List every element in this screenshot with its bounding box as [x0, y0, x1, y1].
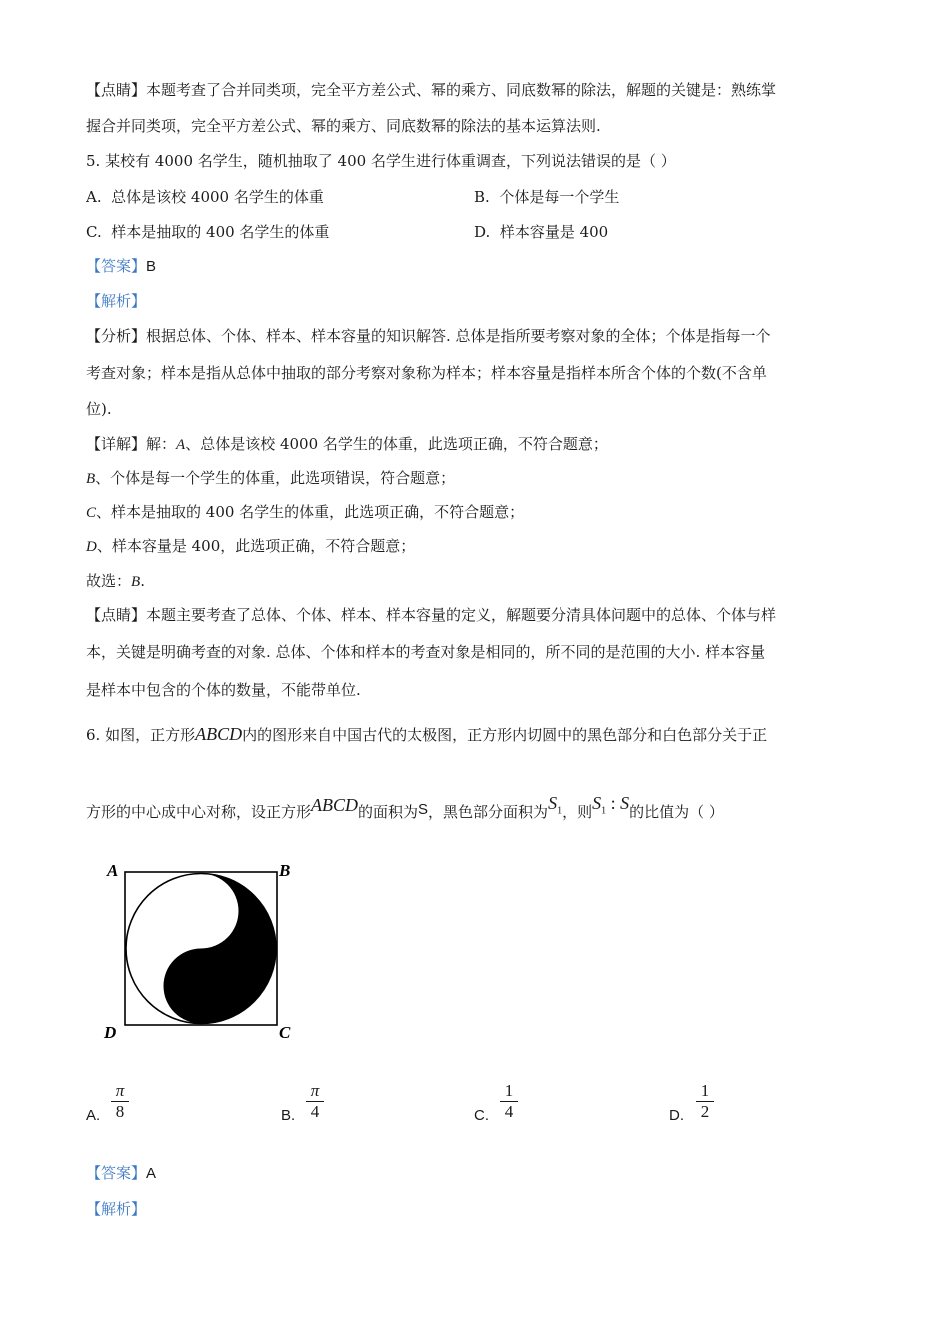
q5-xiangjie-b — [86, 468, 455, 489]
q6-option-b-label: B. — [281, 1107, 296, 1124]
dianjing-label: 【点睛】 — [86, 81, 147, 99]
s1-sub: 1 — [557, 805, 563, 817]
fraction-denominator: 8 — [115, 1102, 125, 1121]
q6-option-d-label: D. — [669, 1107, 684, 1124]
ratio-s: S — [620, 793, 630, 813]
fraction-denominator: 2 — [700, 1102, 710, 1121]
xiangjie-prefix: 解： — [146, 435, 177, 453]
option-text: 总体是该校 4000 名学生的体重 — [111, 188, 324, 206]
q5-answer — [86, 256, 156, 277]
q5-xiangjie-a — [86, 434, 608, 455]
q6-option-a-fraction — [111, 1082, 129, 1121]
fraction-numerator: π — [115, 1081, 125, 1100]
guxuan-letter: B — [131, 574, 141, 590]
fenxi-text: 根据总体、个体、样本、样本容量的知识解答. 总体是指所要考察对象的全体；个体是指每一个 — [146, 327, 771, 345]
xiangjie-letter: B — [86, 471, 96, 487]
dianjing-label: 【点睛】 — [86, 606, 147, 624]
guxuan-suffix: . — [140, 572, 145, 590]
option-text: 个体是每一个学生 — [499, 188, 620, 206]
xiangjie-label: 【详解】 — [86, 435, 147, 453]
abcd-math: ABCD — [195, 724, 243, 744]
q5-dianjing-line3: 是样本中包含的个体的数量，不能带单位. — [86, 681, 361, 699]
xiangjie-text: 、总体是该校 4000 名学生的体重，此选项正确，不符合题意； — [185, 435, 608, 453]
option-label: D. — [474, 223, 491, 241]
fraction-denominator: 4 — [504, 1102, 514, 1121]
q6-jiexi — [86, 1199, 146, 1219]
q6-option-a-label: A. — [86, 1107, 101, 1124]
xiangjie-text: 、样本是抽取的 400 名学生的体重，此选项正确，不符合题意； — [96, 503, 525, 521]
q5-dianjing-line2: 本，关键是明确考查的对象. 总体、个体和样本的考查对象是相同的，所不同的是范围的大小. 样本容量 — [86, 643, 766, 661]
q6-answer — [86, 1163, 156, 1184]
q5-option-a — [86, 187, 324, 207]
xiangjie-text: 、样本容量是 400，此选项正确，不符合题意； — [96, 537, 416, 555]
white-dot — [194, 904, 208, 918]
q6-stem-line1 — [86, 724, 767, 745]
q6-option-c-fraction — [500, 1082, 518, 1121]
q6-option-d-fraction — [696, 1082, 714, 1121]
stem-text: 方形的中心成中心对称，设正方形 — [86, 803, 312, 821]
s-symbol: S — [418, 801, 429, 818]
label-d: D — [104, 1023, 117, 1042]
q5-xiangjie-d — [86, 536, 415, 557]
dianjing-text: 本题考查了合并同类项，完全平方差公式、幂的乘方、同底数幂的除法，解题的关键是：熟练掌 — [146, 81, 777, 99]
q6-option-b-fraction — [306, 1082, 324, 1121]
label-a: A — [107, 861, 119, 880]
option-label: B. — [474, 188, 490, 206]
stem-text: 的比值为（ ） — [629, 803, 724, 821]
abcd-math: ABCD — [311, 795, 359, 815]
ratio-colon: : — [610, 793, 616, 813]
taiji-figure — [98, 856, 298, 1046]
xiangjie-letter: A — [176, 437, 186, 453]
xiangjie-letter: C — [86, 505, 97, 521]
q5-option-b — [474, 187, 619, 207]
q5-fenxi-line1 — [86, 326, 771, 346]
fenxi-label: 【分析】 — [86, 327, 147, 345]
guxuan-prefix: 故选： — [86, 572, 132, 590]
q4-dianjing-line2: 握合并同类项，完全平方差公式、幂的乘方、同底数幂的除法的基本运算法则. — [86, 117, 601, 135]
s1-symbol — [548, 793, 563, 817]
jiexi-label: 【解析】 — [86, 292, 147, 310]
q5-xiangjie-c — [86, 502, 524, 523]
answer-label: 【答案】 — [86, 1164, 147, 1182]
answer-value: A — [146, 1165, 157, 1182]
ratio-sub: 1 — [601, 805, 607, 817]
q6-stem-line2 — [86, 793, 724, 833]
xiangjie-text: 、个体是每一个学生的体重，此选项错误，符合题意； — [95, 469, 456, 487]
s1-letter: S — [548, 793, 558, 813]
q5-option-c — [86, 222, 329, 242]
fraction-numerator: 1 — [504, 1081, 514, 1100]
black-dot — [194, 979, 209, 994]
fraction-numerator: π — [310, 1081, 320, 1100]
stem-text: 6. 如图，正方形 — [86, 726, 196, 744]
answer-value: B — [146, 258, 157, 275]
stem-text: ，黑色部分面积为 — [428, 803, 549, 821]
option-text: 样本是抽取的 400 名学生的体重 — [111, 223, 330, 241]
q5-stem: 5. 某校有 4000 名学生，随机抽取了 400 名学生进行体重调查，下列说法错误的是（ ） — [86, 152, 676, 170]
jiexi-label: 【解析】 — [86, 1200, 147, 1218]
answer-label: 【答案】 — [86, 257, 147, 275]
label-c: C — [279, 1023, 291, 1042]
q6-option-c-label: C. — [474, 1107, 489, 1124]
q5-jiexi — [86, 291, 146, 311]
stem-text: 的面积为 — [358, 803, 419, 821]
ratio-s1: S — [592, 793, 602, 813]
q5-fenxi-line3: 位). — [86, 400, 112, 418]
q5-option-d — [474, 222, 608, 242]
xiangjie-letter: D — [86, 539, 97, 555]
stem-text: ，则 — [562, 803, 593, 821]
q4-dianjing-line1 — [86, 80, 776, 100]
option-label: A. — [86, 188, 102, 206]
q5-dianjing-line1 — [86, 605, 776, 625]
option-text: 样本容量是 400 — [499, 223, 609, 241]
stem-text: 内的图形来自中国古代的太极图，正方形内切圆中的黑色部分和白色部分关于正 — [242, 726, 768, 744]
ratio-symbol — [592, 793, 630, 817]
q5-fenxi-line2: 考查对象；样本是指从总体中抽取的部分考察对象称为样本；样本容量是指样本所含个体的个数(不含单 — [86, 364, 767, 382]
q5-guxuan — [86, 571, 145, 592]
fraction-denominator: 4 — [310, 1102, 320, 1121]
label-b: B — [279, 861, 291, 880]
option-label: C. — [86, 223, 102, 241]
fraction-numerator: 1 — [700, 1081, 710, 1100]
dianjing-text: 本题主要考查了总体、个体、样本、样本容量的定义，解题要分清具体问题中的总体、个体与样 — [146, 606, 777, 624]
